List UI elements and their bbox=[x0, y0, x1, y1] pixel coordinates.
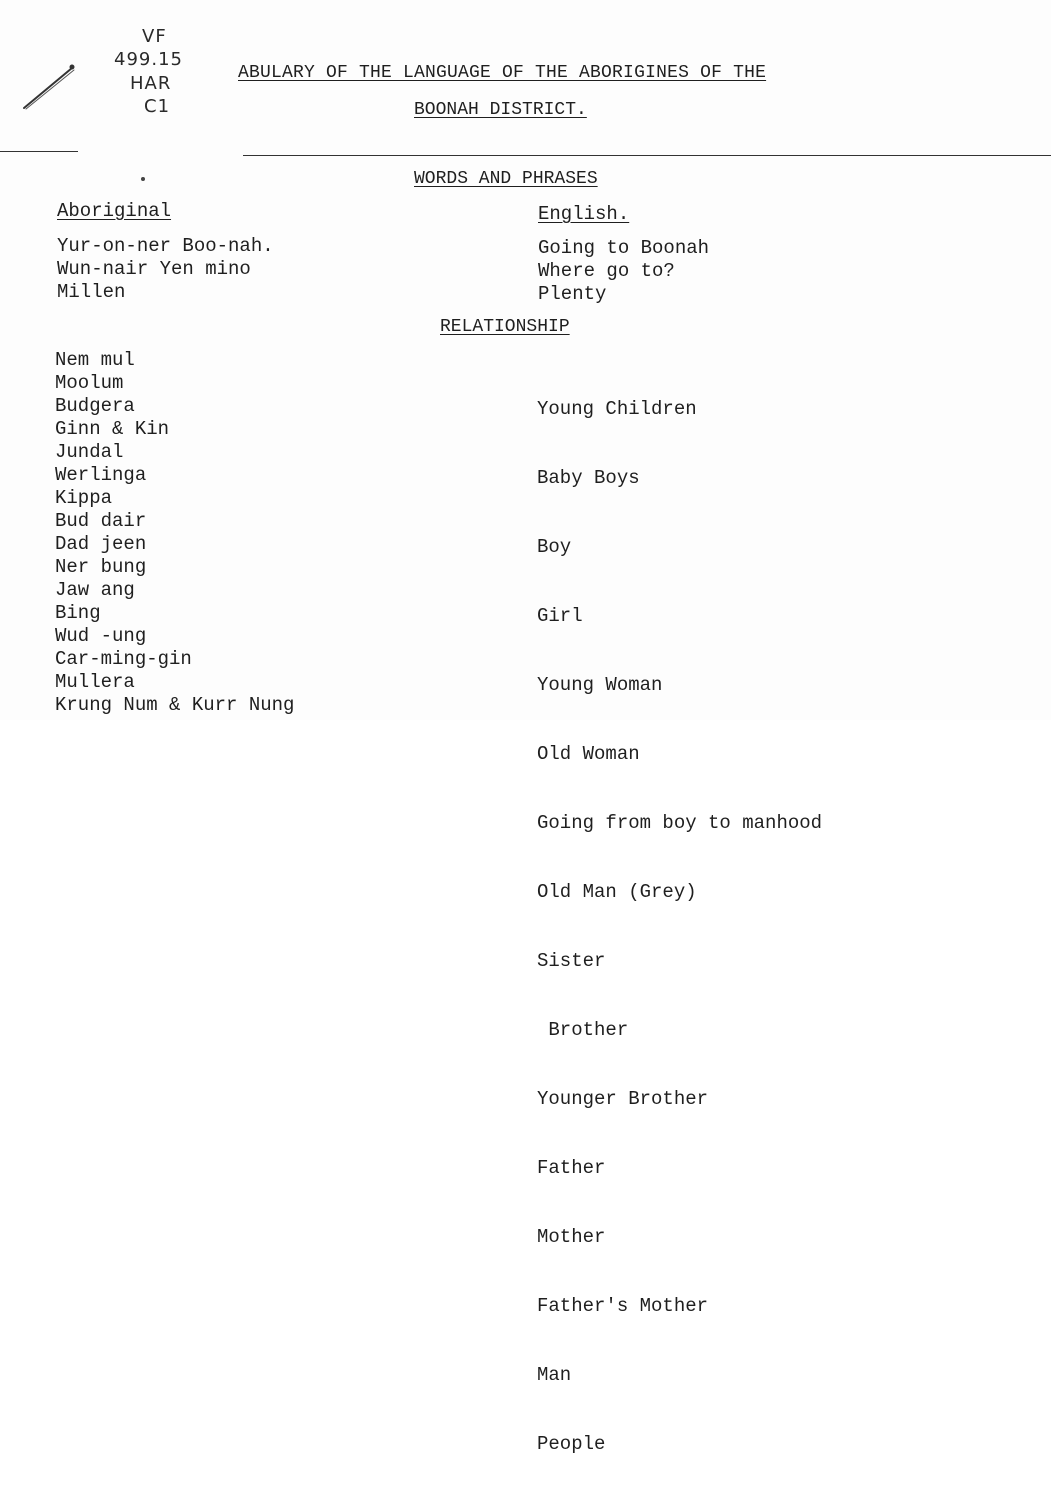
ink-speck bbox=[141, 177, 145, 181]
list-item: Wud -ung bbox=[55, 625, 147, 647]
list-item: Going from boy to manhood bbox=[537, 812, 823, 834]
pen-stroke-mark bbox=[22, 62, 82, 112]
list-item: Dad jeen bbox=[55, 533, 147, 555]
list-item: Sister bbox=[537, 950, 606, 972]
document-title-line-1: ABULARY OF THE LANGUAGE OF THE ABORIGINES OF THE bbox=[238, 63, 767, 83]
section-heading-relationship: RELATIONSHIP bbox=[440, 317, 570, 337]
list-item: Where go to? bbox=[538, 260, 675, 282]
list-item: Brother bbox=[537, 1019, 629, 1041]
list-item: Car-ming-gin bbox=[55, 648, 192, 670]
divider-rule-right bbox=[243, 155, 1051, 156]
list-item: Wun-nair Yen mino bbox=[57, 258, 251, 280]
call-number-line-1: VF bbox=[142, 26, 167, 47]
list-item: Girl bbox=[537, 605, 583, 627]
divider-rule-left bbox=[0, 151, 78, 152]
list-item: Mother bbox=[537, 1226, 606, 1248]
list-item: Old Man (Grey) bbox=[537, 881, 697, 903]
list-item: Boy bbox=[537, 536, 572, 558]
list-item: Werlinga bbox=[55, 464, 147, 486]
list-item: Younger Brother bbox=[537, 1088, 709, 1110]
list-item: Yur-on-ner Boo-nah. bbox=[57, 235, 274, 257]
list-item: Bud dair bbox=[55, 510, 147, 532]
list-item: Mullera bbox=[55, 671, 135, 693]
list-item: Man bbox=[537, 1364, 572, 1386]
document-title-line-2: BOONAH DISTRICT. bbox=[414, 100, 587, 120]
call-number-line-3: HAR bbox=[130, 73, 172, 94]
column-heading-aboriginal: Aboriginal bbox=[57, 200, 172, 222]
list-item: Bing bbox=[55, 602, 101, 624]
list-item: Going to Boonah bbox=[538, 237, 710, 259]
list-item: People bbox=[537, 1433, 606, 1455]
call-number-line-2: 499.15 bbox=[114, 49, 183, 70]
list-item: Old Woman bbox=[537, 743, 640, 765]
section-heading-words-and-phrases: WORDS AND PHRASES bbox=[414, 169, 598, 189]
call-number-line-4: C1 bbox=[144, 96, 171, 117]
list-item: Millen bbox=[57, 281, 126, 303]
list-item: Young Woman bbox=[537, 674, 663, 696]
list-item: Nem mul bbox=[55, 349, 135, 371]
list-item: Kippa bbox=[55, 487, 113, 509]
list-item: Father's Mother bbox=[537, 1295, 709, 1317]
relationship-aboriginal-column bbox=[55, 349, 294, 717]
list-item: Ner bung bbox=[55, 556, 147, 578]
list-item: Baby Boys bbox=[537, 467, 640, 489]
list-item: Young Children bbox=[537, 398, 697, 420]
phrases-english-column bbox=[538, 237, 709, 306]
list-item: Budgera bbox=[55, 395, 135, 417]
list-item: Moolum bbox=[55, 372, 124, 394]
list-item: Father bbox=[537, 1157, 606, 1179]
relationship-english-column bbox=[537, 352, 822, 1502]
list-item: Krung Num & Kurr Nung bbox=[55, 694, 295, 716]
list-item: Plenty bbox=[538, 283, 607, 305]
list-item: Jaw ang bbox=[55, 579, 135, 601]
list-item: Jundal bbox=[55, 441, 124, 463]
list-item: Ginn & Kin bbox=[55, 418, 170, 440]
column-heading-english: English. bbox=[538, 203, 630, 225]
phrases-aboriginal-column bbox=[57, 235, 274, 304]
